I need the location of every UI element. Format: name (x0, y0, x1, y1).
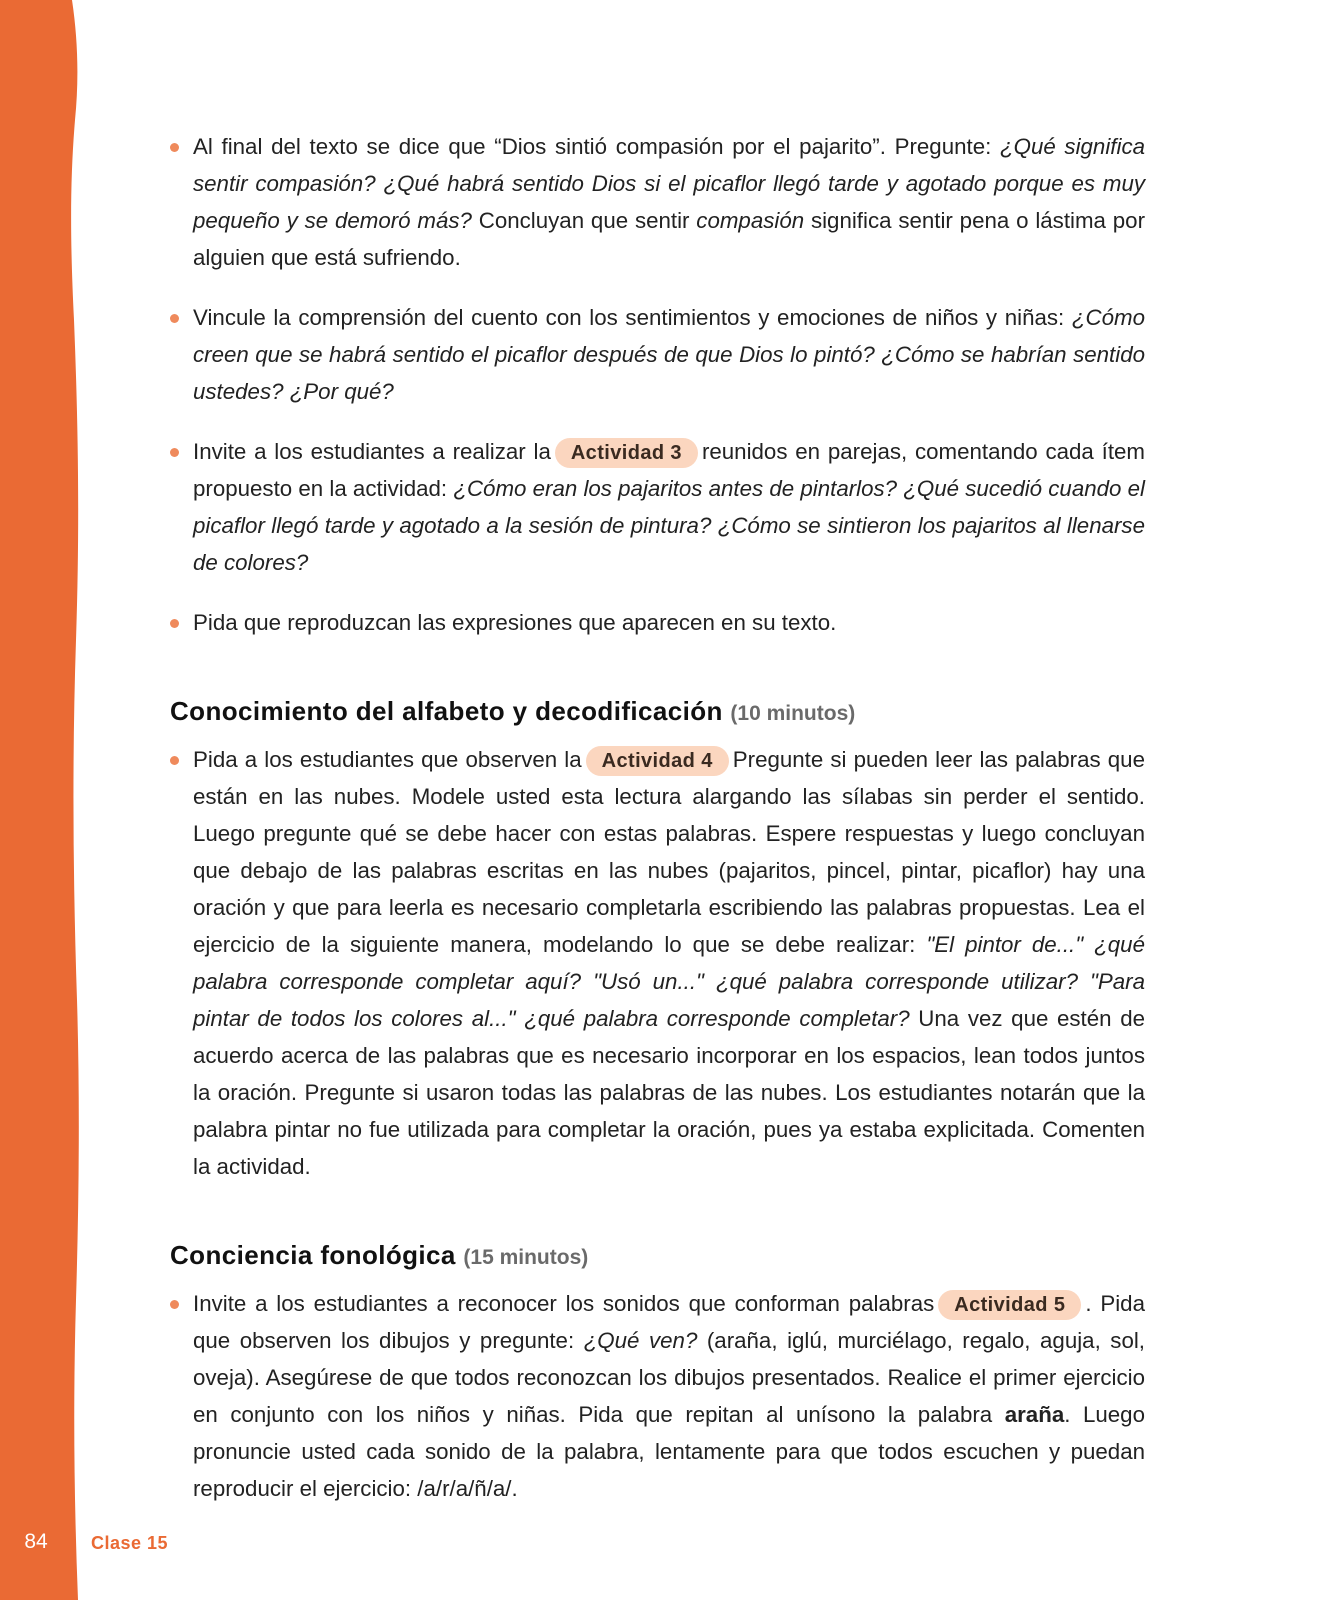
item-text: Invite a los estudiantes a reconocer los sonidos que conforman palabras (193, 1291, 935, 1316)
item-text: . Pida que observen los dibujos y pregunte: (193, 1291, 1145, 1353)
class-label: Clase 15 (91, 1533, 169, 1553)
item-text: reunidos en parejas, comentando cada ítem propuesto en la actividad: (193, 439, 1145, 501)
activity-badge: Actividad 4 (586, 746, 729, 776)
section-title: Conocimiento del alfabeto y decodificación (170, 696, 723, 726)
item-text: Al final del texto se dice que “Dios sintió compasión por el pajarito”. Pregunte: (193, 134, 1000, 159)
list-item (170, 128, 1145, 276)
bullet-dot-icon (170, 143, 179, 152)
item-text: significa sentir pena o lástima por alguien que está sufriendo. (193, 208, 1145, 270)
bullet-dot-icon (170, 314, 179, 323)
bullet-dot-icon (170, 619, 179, 628)
activity-badge: Actividad 5 (938, 1290, 1081, 1320)
item-bold-word: araña (1004, 1402, 1065, 1427)
section-heading (170, 696, 1145, 727)
section-duration: (10 minutos) (730, 702, 856, 725)
item-emphasis: compasión (696, 208, 805, 233)
bullet-dot-icon (170, 1300, 179, 1309)
section-heading (170, 1240, 1145, 1271)
item-question: ¿Cómo eran los pajaritos antes de pintarlos? ¿Qué sucedió cuando el picaflor llegó tarde y agotado a la sesión de pintura? ¿Cómo se sintieron los pajaritos al llenarse de colores? (193, 476, 1145, 575)
item-text: Pida a los estudiantes que observen la (193, 747, 582, 772)
side-color-band (0, 0, 82, 1600)
item-question: ¿Qué ven? (583, 1328, 698, 1353)
list-item (170, 1285, 1145, 1507)
item-text: Una vez que estén de acuerdo acerca de las palabras que es necesario incorporar en los espacios, lean todos juntos la oración. Pregunte si usaron todas las palabras de las nubes. Los estudiantes notarán que la palabra pintar no fue utilizada para completar la oración, pues ya estaba explicitada. Comenten la actividad. (193, 1006, 1146, 1179)
item-text: Pregunte si pueden leer las palabras que están en las nubes. Modele usted esta lectura alargando las sílabas sin perder el sentido. Luego pregunte qué se debe hacer con estas palabras. Espere respuestas y luego concluyan que debajo de las palabras escritas en las nubes (pajaritos, pincel, pintar, picaflor) hay una oración y que para leerla es necesario completarla escribiendo las palabras propuestas. Lea el ejercicio de la siguiente manera, modelando lo que se debe realizar: (193, 747, 1145, 957)
item-text: Vincule la comprensión del cuento con los sentimientos y emociones de niños y niñas: (193, 305, 1072, 330)
activity-badge: Actividad 3 (555, 438, 698, 468)
list-item (170, 299, 1145, 410)
item-text: Concluyan que sentir (471, 208, 697, 233)
item-question: ¿Cómo creen que se habrá sentido el picaflor después de que Dios lo pintó? ¿Cómo se habrían sentido ustedes? ¿Por qué? (193, 305, 1145, 404)
item-text: Invite a los estudiantes a realizar la (193, 439, 551, 464)
list-item (170, 604, 1145, 641)
bullet-dot-icon (170, 756, 179, 765)
list-item (170, 741, 1145, 1185)
section-title: Conciencia fonológica (170, 1240, 456, 1270)
item-text: . Luego pronuncie usted cada sonido de la palabra, lentamente para que todos escuchen y puedan reproducir el ejercicio: /a/r/a/ñ/a/. (193, 1402, 1145, 1501)
item-question: "El pintor de..." ¿qué palabra corresponde completar aquí? "Usó un..." ¿qué palabra corresponde utilizar? "Para pintar de todos los colores al..." ¿qué palabra corresponde completar? (193, 932, 1145, 1031)
list-item (170, 433, 1145, 581)
item-text: Pida que reproduzcan las expresiones que aparecen en su texto. (193, 610, 837, 635)
bullet-dot-icon (170, 448, 179, 457)
section-duration: (15 minutos) (463, 1246, 589, 1269)
page-number: 84 (24, 1530, 48, 1553)
wavy-band-shape (0, 0, 79, 1600)
main-content (170, 128, 1145, 1507)
item-question: ¿Qué significa sentir compasión? ¿Qué habrá sentido Dios si el picaflor llegó tarde y agotado porque es muy pequeño y se demoró más? (193, 134, 1145, 233)
item-text: (araña, iglú, murciélago, regalo, aguja, sol, oveja). Asegúrese de que todos reconozcan los dibujos presentados. Realice el primer ejercicio en conjunto con los niños y niñas. Pida que repitan al unísono la palabra (193, 1328, 1145, 1427)
